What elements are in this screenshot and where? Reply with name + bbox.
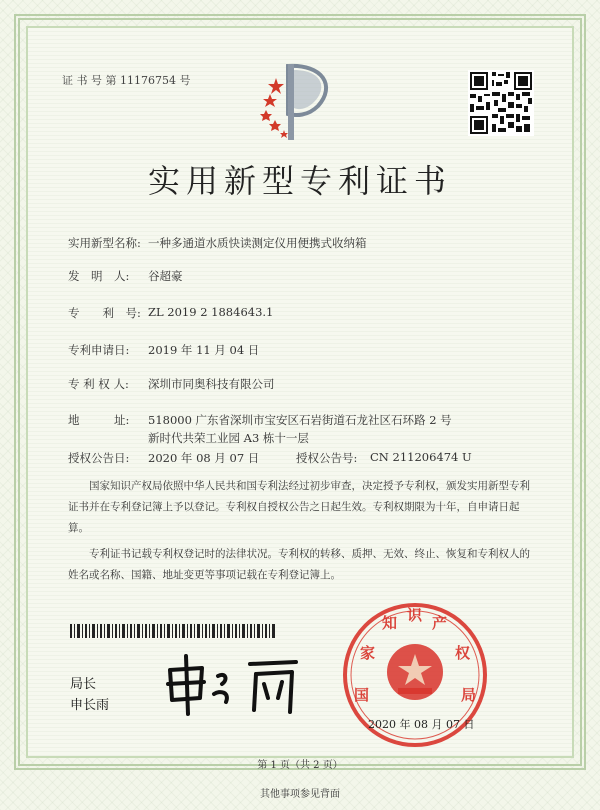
- patent-name-label: 实用新型名称:: [68, 236, 141, 250]
- qr-code-icon: [468, 70, 534, 136]
- footer-note: 其他事项参见背面: [260, 789, 340, 800]
- certificate-number-suffix: 号: [179, 74, 191, 87]
- certificate-number: [62, 72, 191, 88]
- certificate-number-value: 11176754: [120, 74, 176, 87]
- address-label: 地 址:: [68, 413, 130, 427]
- patentee-label: 专 利 权 人:: [68, 377, 129, 391]
- patent-name-value: 一种多通道水质快读测定仪用便携式收纳箱: [148, 236, 367, 250]
- barcode-icon: [70, 624, 275, 638]
- grant-number-value: CN 211206474 U: [370, 450, 472, 464]
- seal-date: 2020 年 08 月 07 日: [368, 718, 475, 731]
- director-name: 申长雨: [70, 698, 110, 713]
- svg-text:识: 识: [407, 606, 423, 624]
- page-number: 第 1 页（共 2 页）: [257, 760, 343, 771]
- cnipa-logo-icon: [248, 58, 348, 148]
- inventor-value: 谷超豪: [148, 269, 183, 283]
- svg-text:国: 国: [354, 686, 370, 704]
- svg-text:知: 知: [382, 614, 398, 632]
- patent-number-value: ZL 2019 2 1884643.1: [148, 305, 274, 319]
- legal-paragraph-2: 专利证书记载专利权登记时的法律状况。专利权的转移、质押、无效、终止、恢复和专利权人的姓名或名称、国籍、地址变更等事项记载在专利登记簿上。: [68, 548, 530, 581]
- director-title: 局长: [70, 677, 97, 692]
- filing-date-label: 专利申请日:: [68, 343, 130, 357]
- legal-paragraph-1: 国家知识产权局依照中华人民共和国专利法经过初步审查，决定授予专利权，颁发实用新型专利证书并在专利登记簿上予以登记。专利权自授权公告之日起生效。专利权期限为十年，自申请日起算。: [68, 480, 530, 534]
- patent-number-label: 专 利 号:: [68, 306, 141, 320]
- svg-text:家: 家: [360, 644, 376, 662]
- certificate-number-label: 证 书 号 第: [62, 74, 117, 87]
- grant-date-value: 2020 年 08 月 07 日: [148, 451, 260, 465]
- grant-number-label: 授权公告号:: [296, 451, 358, 465]
- certificate-title: 实用新型专利证书: [147, 162, 452, 200]
- address-line-1: 518000 广东省深圳市宝安区石岩街道石龙社区石环路 2 号: [148, 413, 452, 427]
- handwritten-signature-icon: [160, 650, 310, 720]
- patentee-value: 深圳市同奥科技有限公司: [148, 377, 275, 391]
- inventor-label: 发 明 人:: [68, 269, 130, 283]
- svg-text:权: 权: [455, 644, 471, 662]
- svg-text:局: 局: [461, 686, 477, 704]
- grant-date-label: 授权公告日:: [68, 451, 130, 465]
- filing-date-value: 2019 年 11 月 04 日: [148, 343, 260, 357]
- svg-text:产: 产: [432, 614, 448, 632]
- address-line-2: 新时代共荣工业园 A3 栋十一层: [148, 431, 309, 445]
